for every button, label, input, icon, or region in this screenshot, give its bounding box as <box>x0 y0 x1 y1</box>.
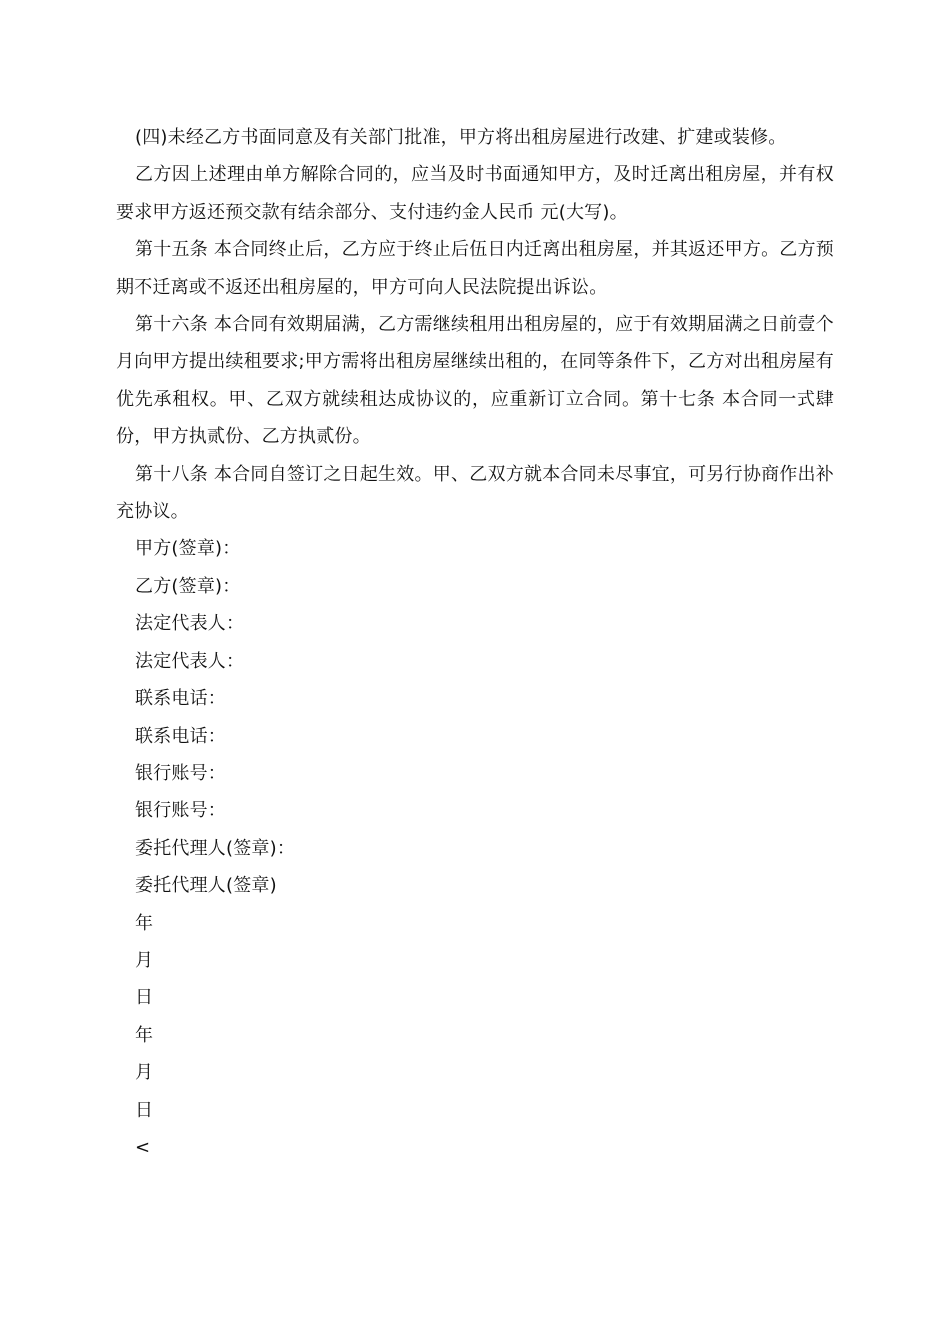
termination-notice-paragraph: 乙方因上述理由单方解除合同的，应当及时书面通知甲方，及时迁离出租房屋，并有权要求甲方返还预交款有结余部分、支付违约金人民币 元(大写)。 <box>116 164 834 223</box>
document-body <box>116 119 834 1166</box>
article-16-17-paragraph: 第十六条 本合同有效期届满，乙方需继续租用出租房屋的，应于有效期届满之日前壹个月向甲方提出续租要求;甲方需将出租房屋继续出租的，在同等条件下，乙方对出租房屋有优先承租权。甲、乙双方就续租达成协议的，应重新订立合同。第十七条 本合同一式肆份，甲方执贰份、乙方执贰份。 <box>116 314 834 448</box>
article-18-paragraph: 第十八条 本合同自签订之日起生效。甲、乙双方就本合同未尽事宜，可另行协商作出补充协议。 <box>116 463 834 523</box>
party-b-phone-label: 联系电话： <box>135 725 226 747</box>
clause-4-paragraph: (四)未经乙方书面同意及有关部门批准，甲方将出租房屋进行改建、扩建或装修。 <box>135 127 787 148</box>
date-day-label: 日 <box>135 987 154 1009</box>
signature-block <box>116 530 834 1166</box>
party-a-legal-rep-label: 法定代表人： <box>135 613 245 635</box>
party-a-seal-label: 甲方(签章)： <box>135 538 241 560</box>
date-year-label: 年 <box>135 1024 154 1046</box>
date-year-label: 年 <box>135 912 154 934</box>
article-15-paragraph: 第十五条 本合同终止后，乙方应于终止后伍日内迁离出租房屋，并其返还甲方。乙方预期不迁离或不返还出租房屋的，甲方可向人民法院提出诉讼。 <box>116 239 834 298</box>
party-b-agent-seal-label: 委托代理人(签章) <box>135 875 277 897</box>
date-day-label: 日 <box>135 1099 154 1121</box>
trailing-angle-mark: < <box>135 1136 151 1158</box>
party-b-bank-account-label: 银行账号： <box>135 800 226 822</box>
date-month-label: 月 <box>135 1062 154 1084</box>
party-a-agent-seal-label: 委托代理人(签章)： <box>135 837 296 859</box>
date-month-label: 月 <box>135 949 154 971</box>
party-a-phone-label: 联系电话： <box>135 688 226 710</box>
party-a-bank-account-label: 银行账号： <box>135 762 226 784</box>
party-b-legal-rep-label: 法定代表人： <box>135 650 245 672</box>
party-b-seal-label: 乙方(签章)： <box>135 575 241 597</box>
